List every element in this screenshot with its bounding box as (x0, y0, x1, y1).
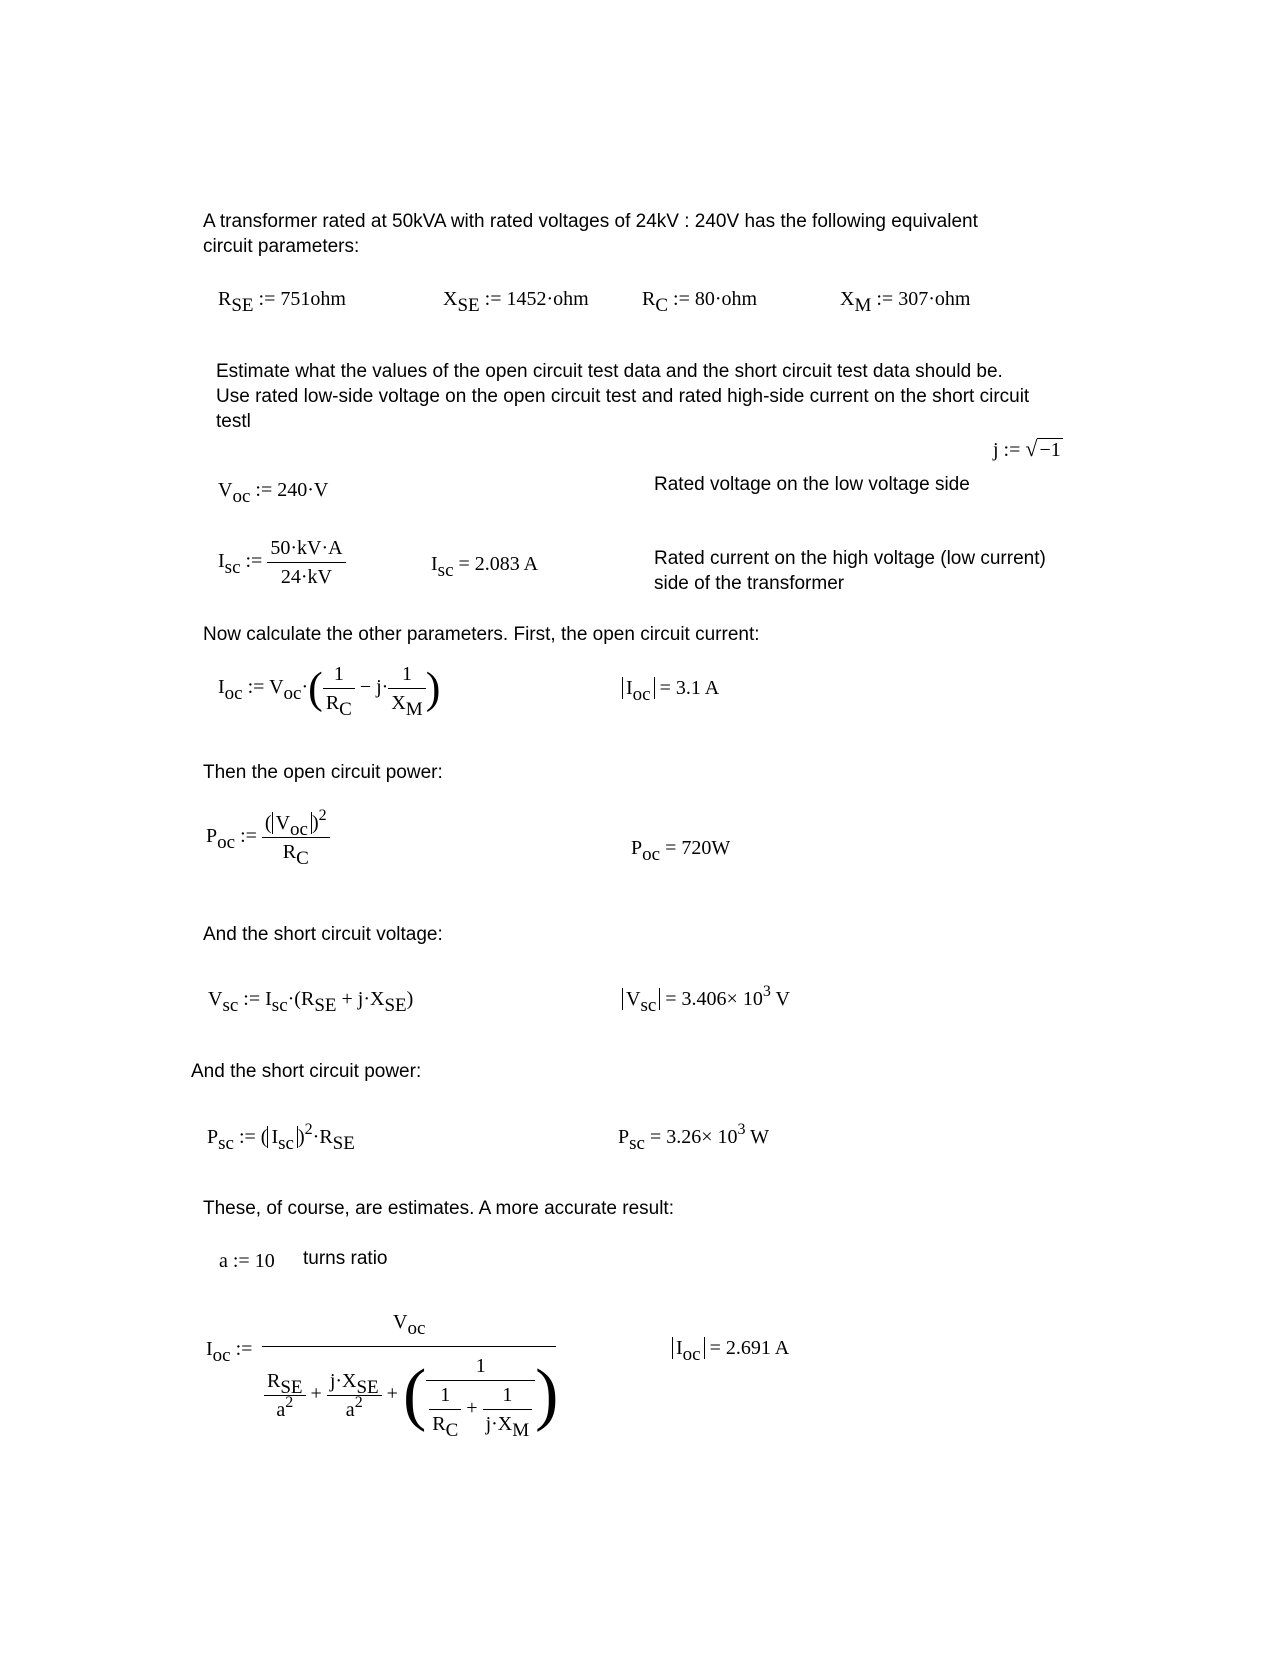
voc-note: Rated voltage on the low voltage side (654, 474, 970, 495)
voc-definition: $V_{oc}$ := 240·V (218, 479, 329, 507)
isc-note-line-1: Rated current on the high voltage (low current) (654, 548, 1046, 569)
poc-result: $P_{oc} = 720W$ (631, 837, 731, 865)
psc-result: $P_{sc} = 3.26\times 10^3$ W (618, 1121, 770, 1154)
step-short-circuit-voltage: And the short circuit voltage: (203, 924, 443, 945)
intro-line-1: A transformer rated at 50kVA with rated voltages of 24kV : 240V has the following equivalent (203, 211, 978, 232)
imaginary-unit-definition: j := √ −1 (993, 436, 1061, 461)
isc-fraction: $\frac{50\cdot kV\cdot A}{24\cdot kV}$ (267, 536, 345, 589)
ioc2-lhs: $I_{oc}$ := (206, 1338, 253, 1366)
isc-note-line-2: side of the transformer (654, 573, 845, 594)
turns-ratio-label: turns ratio (303, 1248, 388, 1269)
ioc2-result: $I_{oc} = 2.691$ A (672, 1336, 789, 1360)
param-rse: $R_{SE}$ := 751ohm (218, 288, 346, 316)
ioc-result: $I_{oc} = 3.1$ A (622, 676, 719, 700)
ioc2-numerator: $V_{oc}$ (393, 1311, 426, 1339)
ioc2-denominator: $\frac{R_{SE}}{a^2}$ + $\frac{j\cdot X_{SE}}{a^2}$ + ( 1 $\frac{1}{R_C}$ + $\frac{1}{j\cdot X_M}$ ) (264, 1354, 558, 1436)
ioc-formula: $I_{oc}$ := $V_{oc}\cdot$( $\frac{1}{R_C}$ − j· $\frac{1}{X_M}$ ) (218, 663, 441, 720)
vsc-result: $V_{sc} = 3.406\times 10^3$ V (622, 987, 790, 1011)
instructions-line-1: Estimate what the values of the open circuit test data and the short circuit test data should be. (216, 361, 1003, 382)
param-rc: $R_C$ := 80·ohm (642, 288, 758, 316)
intro-line-2: circuit parameters: (203, 236, 360, 257)
instructions-line-3: testl (216, 411, 251, 432)
isc-result: $I_{sc} = 2.083$ A (431, 553, 539, 581)
param-xse: $X_{SE}$ := 1452·ohm (443, 288, 589, 316)
step-open-circuit-power: Then the open circuit power: (203, 762, 443, 783)
poc-formula: $P_{oc}$ := $\frac{( V_{oc} )^2}{R_C}$ (206, 811, 330, 864)
step-open-circuit-current: Now calculate the other parameters. First, the open circuit current: (203, 624, 760, 645)
step-short-circuit-power: And the short circuit power: (191, 1061, 422, 1082)
instructions-line-2: Use rated low-side voltage on the open circuit test and rated high-side current on the short circuit (216, 386, 1030, 407)
isc-definition: $I_{sc}$ := $\frac{50\cdot kV\cdot A}{24\cdot kV}$ (218, 536, 346, 589)
step-accurate-result: These, of course, are estimates. A more accurate result: (203, 1198, 674, 1219)
ioc2-main-fraction-bar (262, 1346, 556, 1347)
psc-formula: $P_{sc}$ := ( $I_{sc}$ )$^2\cdot R_{SE}$ (207, 1121, 355, 1154)
vsc-formula: $V_{sc}$ := $I_{sc}\cdot(R_{SE} + j\cdot X_{SE})$ (208, 988, 414, 1016)
turns-ratio-definition: a := 10 (219, 1250, 275, 1272)
param-xm: $X_M$ := 307·ohm (840, 288, 971, 316)
